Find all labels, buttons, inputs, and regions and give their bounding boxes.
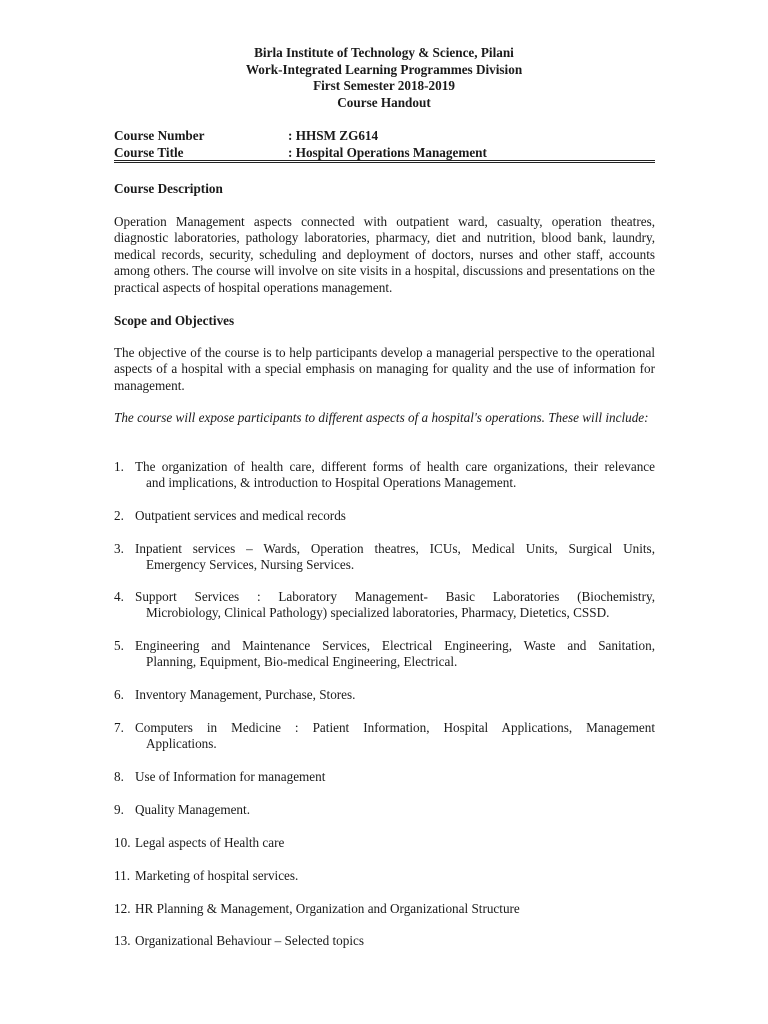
topic-text: Use of Information for management <box>135 769 326 784</box>
course-description-text: Operation Management aspects connected with outpatient ward, casualty, operation theatres, diagnostic laboratories, pathology laboratories, pharmacy, diet and nutrition, blood bank, laundry, medical records, security, scheduling and deployment of doctors, nurses and other staff, accounts among others. The course will involve on site visits in a hospital, discussions and presentations on the practical aspects of hospital operations management. <box>114 214 655 295</box>
topic-number: 4. <box>114 589 124 604</box>
topic-number: 11. <box>114 868 130 883</box>
topic-number: 8. <box>114 769 124 784</box>
topic-item <box>114 802 655 818</box>
topic-item <box>114 459 655 492</box>
course-title-label: Course Title <box>114 144 184 160</box>
course-title-row <box>114 145 655 162</box>
scope-text: The objective of the course is to help participants develop a managerial perspective to the operational aspects of a hospital with a special emphasis on managing for quality and the use of information for management. <box>114 345 655 393</box>
semester-label: First Semester 2018-2019 <box>313 78 455 94</box>
topic-text: Support Services : Laboratory Management- Basic Laboratories (Biochemistry, <box>135 589 655 604</box>
topic-text-continued: Emergency Services, Nursing Services. <box>146 557 355 573</box>
topic-number: 5. <box>114 638 124 653</box>
topic-text: Inpatient services – Wards, Operation theatres, ICUs, Medical Units, Surgical Units, <box>135 541 655 556</box>
scope-intro: The course will expose participants to different aspects of a hospital's operations. These will include: <box>114 410 649 425</box>
topic-item <box>114 868 655 884</box>
topic-number: 10. <box>114 835 131 850</box>
topic-text-continued: Applications. <box>146 736 217 752</box>
topic-number: 6. <box>114 687 124 702</box>
division-name: Work-Integrated Learning Programmes Division <box>245 61 523 77</box>
topic-item <box>114 901 655 917</box>
topic-text-continued: and implications, & introduction to Hospital Operations Management. <box>146 475 517 491</box>
topic-item <box>114 687 655 703</box>
topic-number: 3. <box>114 541 124 556</box>
institute-name: Birla Institute of Technology & Science, Pilani <box>254 45 514 60</box>
topic-number: 1. <box>114 459 124 474</box>
course-title-value: : Hospital Operations Management <box>288 144 487 160</box>
topic-number: 12. <box>114 901 131 916</box>
header-rule-bottom <box>114 162 655 163</box>
topic-number: 2. <box>114 508 124 523</box>
document-title: Course Handout <box>337 94 431 110</box>
course-number-value: : HHSM ZG614 <box>288 128 379 143</box>
topic-item <box>114 589 655 622</box>
topic-item <box>114 835 655 851</box>
topic-text: Outpatient services and medical records <box>135 508 346 523</box>
topic-item <box>114 769 655 785</box>
topic-text: Engineering and Maintenance Services, Electrical Engineering, Waste and Sanitation, <box>135 638 655 653</box>
course-number-label: Course Number <box>114 128 205 143</box>
topic-text: Computers in Medicine : Patient Information, Hospital Applications, Management <box>135 720 655 735</box>
topic-number: 7. <box>114 720 124 735</box>
course-description-heading: Course Description <box>114 181 223 196</box>
topic-number: 9. <box>114 802 124 817</box>
topic-item <box>114 508 655 524</box>
topic-text: Quality Management. <box>135 802 250 817</box>
topic-text-continued: Planning, Equipment, Bio-medical Engineering, Electrical. <box>146 654 458 670</box>
topic-item <box>114 933 655 949</box>
topic-item <box>114 720 655 753</box>
topic-text: Inventory Management, Purchase, Stores. <box>135 687 356 702</box>
topic-number: 13. <box>114 933 131 948</box>
topic-item <box>114 638 655 671</box>
course-meta <box>114 128 655 161</box>
topic-text: Legal aspects of Health care <box>135 835 285 850</box>
scope-heading: Scope and Objectives <box>114 313 235 328</box>
header-rule-top <box>114 160 655 161</box>
topic-text-continued: Microbiology, Clinical Pathology) specialized laboratories, Pharmacy, Dietetics, CSSD. <box>146 605 610 621</box>
topic-text: Marketing of hospital services. <box>135 868 299 883</box>
document-header <box>0 45 768 111</box>
course-number-row <box>114 128 655 145</box>
topic-text: HR Planning & Management, Organization and Organizational Structure <box>135 901 520 916</box>
topic-item <box>114 541 655 574</box>
topic-text: The organization of health care, different forms of health care organizations, their relevance <box>135 459 655 474</box>
topic-text: Organizational Behaviour – Selected topics <box>135 933 365 948</box>
